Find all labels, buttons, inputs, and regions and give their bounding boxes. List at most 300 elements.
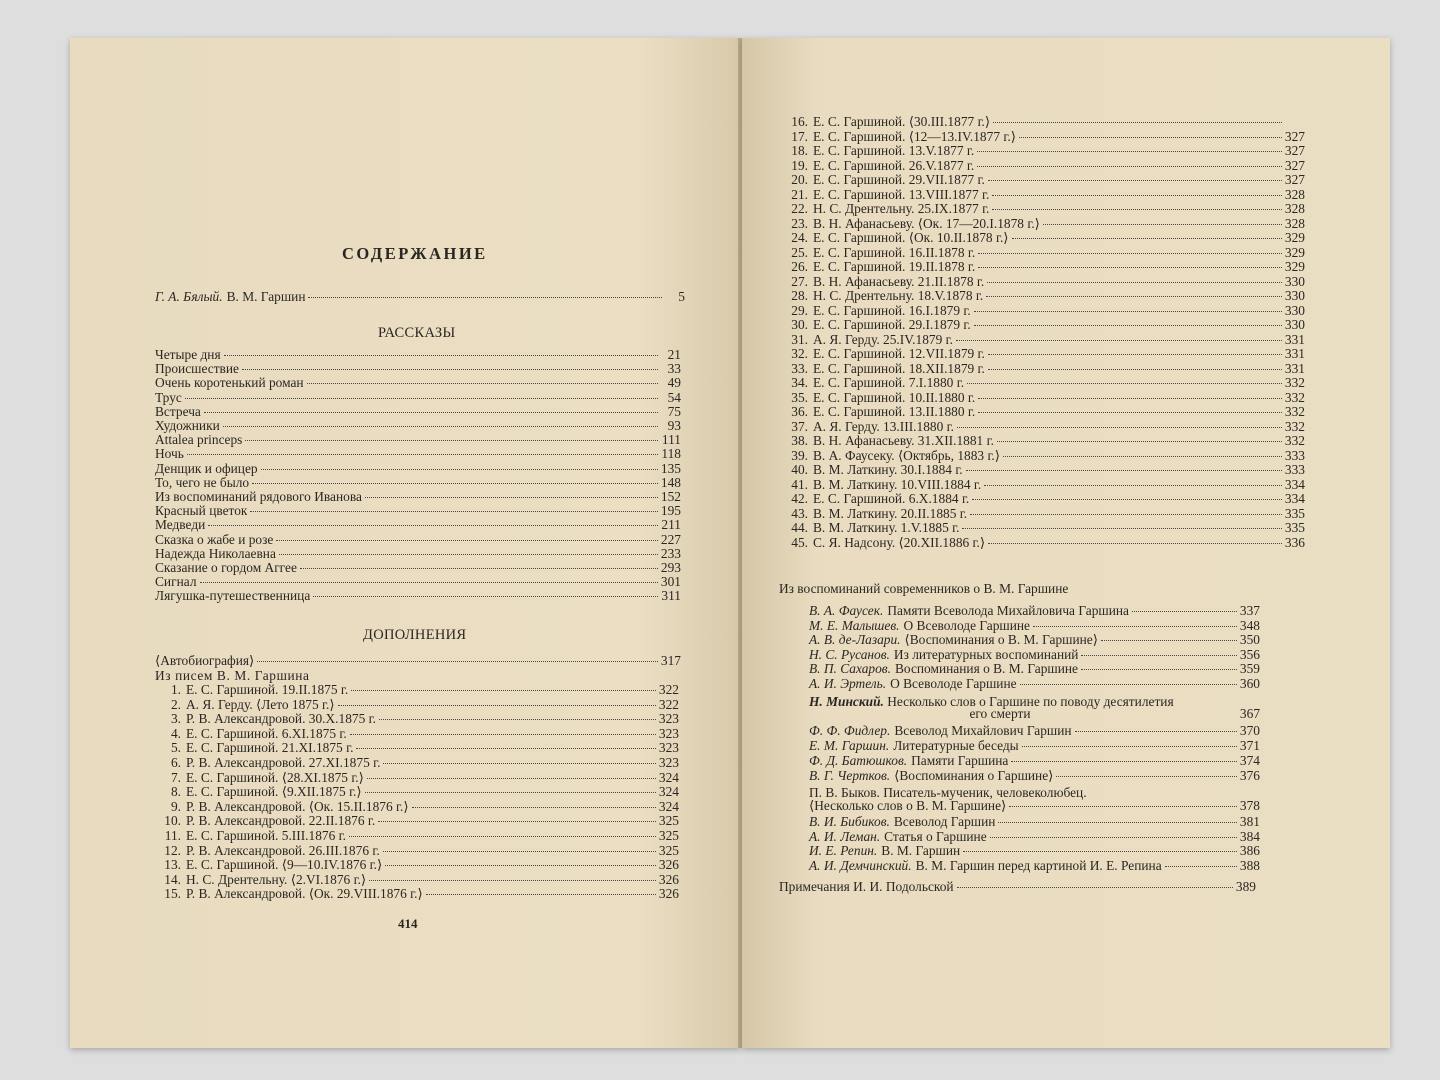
story-entry <box>155 533 681 547</box>
entry-title: Е. С. Гаршиной. 12.VII.1879 г. <box>813 347 985 361</box>
dot-leader <box>992 209 1282 210</box>
entry-title: Воспоминания о В. М. Гаршине <box>894 662 1078 677</box>
entry-page: 329 <box>1284 230 1305 245</box>
entry-page: 323 <box>658 740 679 756</box>
letter-entry <box>790 202 1305 216</box>
letter-entry <box>790 376 1305 390</box>
dot-leader <box>367 778 656 779</box>
dot-leader <box>974 311 1282 312</box>
memoir-entry <box>809 815 1260 829</box>
dot-leader <box>972 499 1282 500</box>
letter-entry <box>790 463 1305 477</box>
entry-page: 325 <box>658 842 679 858</box>
section-additions-heading: ДОПОЛНЕНИЯ <box>363 627 467 643</box>
story-entry <box>155 561 681 575</box>
entry-title: Е. С. Гаршиной. 29.VII.1877 г. <box>813 173 985 187</box>
minsky-entry-line2 <box>760 707 1260 721</box>
entry-page: 333 <box>1284 462 1305 477</box>
entry-number: 45. <box>791 534 808 550</box>
entry-page: 328 <box>1284 201 1305 216</box>
entry-page: 328 <box>1284 215 1305 231</box>
entry-page: 323 <box>658 755 679 770</box>
dot-leader <box>378 821 656 822</box>
entry-page: 324 <box>658 784 679 800</box>
entry-number: 25. <box>791 244 808 260</box>
entry-page: 327 <box>1284 157 1305 173</box>
entry-title: О Всеволоде Гаршине <box>890 677 1017 691</box>
letter-entry <box>790 420 1305 434</box>
dot-leader <box>223 426 658 427</box>
memoir-entry <box>809 648 1260 662</box>
entry-page: 195 <box>660 503 681 519</box>
dot-leader <box>338 705 656 706</box>
dot-leader <box>1165 866 1237 867</box>
entry-title: Е. С. Гаршиной. 5.III.1876 г. <box>186 829 346 843</box>
dot-leader <box>261 469 658 470</box>
letter-entry <box>790 246 1305 260</box>
dot-leader <box>1020 684 1237 685</box>
intro-page: 5 <box>678 289 685 304</box>
entry-page: 49 <box>667 375 681 391</box>
entry-title: Е. С. Гаршиной. 19.II.1875 г. <box>186 683 349 697</box>
dot-leader <box>242 369 658 370</box>
entry-title: Очень коротенький роман <box>155 376 304 391</box>
entry-page: 336 <box>1284 534 1305 550</box>
dot-leader <box>977 166 1282 167</box>
dot-leader <box>986 296 1282 297</box>
entry-page: 324 <box>658 798 679 814</box>
entry-page: 332 <box>1284 404 1305 419</box>
entry-page: 327 <box>1284 128 1305 144</box>
entry-page: 322 <box>658 696 679 712</box>
letter-entry <box>163 771 679 785</box>
entry-number: 44. <box>791 520 808 535</box>
entry-author: А. И. Эртель. <box>809 676 887 691</box>
page-number: 414 <box>398 916 418 931</box>
entry-page: 21 <box>667 347 681 362</box>
letter-entry <box>790 507 1305 521</box>
dot-leader <box>957 887 1233 888</box>
letter-entry <box>790 188 1305 202</box>
entry-page: 376 <box>1239 768 1260 783</box>
entry-title: В. А. Фаусеку. ⟨Октябрь, 1883 г.⟩ <box>813 448 1000 463</box>
story-entry <box>155 504 681 518</box>
entry-title: ⟨Воспоминания о В. М. Гаршине⟩ <box>904 633 1098 648</box>
dot-leader <box>1101 640 1237 641</box>
memoir-entry <box>809 769 1260 783</box>
entry-page: 334 <box>1284 476 1305 492</box>
entry-number: 4. <box>170 725 181 741</box>
entry-title: Е. С. Гаршиной. ⟨9.XII.1875 г.⟩ <box>186 785 362 800</box>
dot-leader <box>978 398 1282 399</box>
entry-page: 211 <box>661 517 681 533</box>
letter-entry <box>163 800 679 814</box>
entry-title: Р. В. Александровой. ⟨Ок. 15.II.1876 г.⟩ <box>186 799 409 814</box>
entry-title: Р. В. Александровой. 30.X.1875 г. <box>186 712 376 727</box>
bykov-line2: ⟨Несколько слов о В. М. Гаршине⟩ <box>809 798 1007 813</box>
entry-page: 381 <box>1239 814 1260 829</box>
entry-number: 23. <box>791 215 808 231</box>
entry-title: В. М. Латкину. 20.II.1885 г. <box>813 506 968 521</box>
entry-title: Е. С. Гаршиной. 13.II.1880 г. <box>813 405 976 419</box>
dot-leader <box>988 354 1282 355</box>
dot-leader <box>1011 761 1237 762</box>
dot-leader <box>250 511 657 512</box>
entry-page: 326 <box>658 886 679 902</box>
entry-title: Четыре дня <box>155 348 221 362</box>
entry-author: А. И. Леман. <box>809 828 881 844</box>
dot-leader <box>383 851 656 852</box>
entry-page: 330 <box>1284 273 1305 289</box>
entry-author: В. А. Фаусек. <box>809 603 884 618</box>
entry-title: Н. С. Дрентельну. 18.V.1878 г. <box>813 289 984 303</box>
story-entry <box>155 376 681 390</box>
letter-entry <box>790 144 1305 158</box>
entry-number: 26. <box>791 259 808 274</box>
story-entry <box>155 419 681 433</box>
entry-number: 8. <box>170 784 181 800</box>
entry-page: 332 <box>1284 418 1305 434</box>
letter-entry <box>790 130 1305 144</box>
story-entry <box>155 589 681 603</box>
dot-leader <box>356 748 655 749</box>
dot-leader <box>252 483 658 484</box>
entry-title: А. Я. Герду. 25.IV.1879 г. <box>813 332 953 347</box>
entry-author: А. И. Демчинский. <box>809 857 912 873</box>
letter-entry <box>163 829 679 843</box>
dot-leader <box>1056 776 1237 777</box>
letter-entry <box>790 115 1305 129</box>
entry-title: Е. С. Гаршиной. 19.II.1878 г. <box>813 260 976 274</box>
dot-leader <box>1075 731 1237 732</box>
memoirs-heading: Из воспоминаний современников о В. М. Гаршине <box>779 581 1069 596</box>
section-stories-heading: РАССКАЗЫ <box>378 325 456 341</box>
entry-number: 32. <box>791 346 808 361</box>
entry-page: 337 <box>1239 603 1260 618</box>
entry-title: Е. С. Гаршиной. ⟨12—13.IV.1877 г.⟩ <box>813 129 1016 144</box>
notes-title: Примечания И. И. Подольской <box>779 880 954 894</box>
dot-leader <box>208 525 658 526</box>
letter-entry <box>163 858 679 872</box>
entry-title: Из воспоминаний рядового Иванова <box>155 490 362 504</box>
entry-page: 75 <box>667 403 681 419</box>
entry-author: Е. М. Гаршин. <box>809 738 890 753</box>
entry-title: То, чего не было <box>155 475 250 490</box>
intro-entry <box>155 290 685 304</box>
entry-number: 35. <box>791 389 808 405</box>
entry-page: 331 <box>1284 360 1305 376</box>
entry-title: Е. С. Гаршиной. 13.V.1877 г. <box>813 144 975 158</box>
entry-page: 330 <box>1284 302 1305 318</box>
dot-leader <box>412 807 656 808</box>
letter-entry <box>790 521 1305 535</box>
dot-leader <box>369 880 656 881</box>
autobiography-entry <box>155 654 681 668</box>
entry-number: 41. <box>791 476 808 492</box>
entry-title: Памяти Гаршина <box>911 754 1009 768</box>
entry-number: 28. <box>791 288 808 303</box>
entry-number: 5. <box>170 740 181 756</box>
letter-entry <box>790 536 1305 550</box>
entry-number: 19. <box>791 157 808 173</box>
entry-number: 29. <box>791 302 808 318</box>
dot-leader <box>1081 655 1236 656</box>
entry-number: 11. <box>164 828 181 843</box>
dot-leader <box>365 792 656 793</box>
intro-title: В. М. Гаршин <box>226 290 306 304</box>
contents-title: СОДЕРЖАНИЕ <box>342 244 488 263</box>
entry-title: Статья о Гаршине <box>884 829 987 844</box>
dot-leader <box>966 470 1282 471</box>
notes-page: 389 <box>1235 879 1256 894</box>
entry-number: 7. <box>170 769 181 785</box>
entry-page: 330 <box>1284 317 1305 332</box>
entry-title: Красный цветок <box>155 504 248 519</box>
entry-author: Ф. Ф. Фидлер. <box>809 723 891 738</box>
entry-page: 323 <box>658 725 679 741</box>
dot-leader <box>426 894 656 895</box>
dot-leader <box>187 454 658 455</box>
entry-title: Е. С. Гаршиной. 29.I.1879 г. <box>813 318 971 332</box>
entry-number: 1. <box>170 682 181 697</box>
entry-title: Н. С. Дрентельну. ⟨2.VI.1876 г.⟩ <box>186 872 367 887</box>
entry-page: 374 <box>1239 753 1260 768</box>
minsky-author: Н. Минский. <box>809 694 884 709</box>
dot-leader <box>349 836 656 837</box>
bykov-author: П. В. Быков. <box>809 785 880 800</box>
letter-entry <box>790 217 1305 231</box>
entry-page: 118 <box>661 446 681 462</box>
entry-number: 18. <box>791 143 808 158</box>
entry-title: Памяти Всеволода Михайловича Гаршина <box>887 604 1129 618</box>
entry-title: Е. С. Гаршиной. 6.X.1884 г. <box>813 492 970 506</box>
entry-page: 335 <box>1284 520 1305 535</box>
story-entry <box>155 547 681 561</box>
entry-title: Р. В. Александровой. ⟨Ок. 29.VIII.1876 г.⟩ <box>186 887 423 902</box>
entry-title: Е. С. Гаршиной. 21.XI.1875 г. <box>186 741 354 756</box>
entry-page: 326 <box>658 871 679 887</box>
letter-entry <box>790 289 1305 303</box>
entry-page: 332 <box>1284 375 1305 390</box>
bykov-page: 378 <box>1239 798 1260 813</box>
entry-number: 27. <box>791 273 808 289</box>
entry-number: 37. <box>791 418 808 434</box>
memoir-entry <box>809 859 1260 873</box>
entry-title: Р. В. Александровой. 27.XI.1875 г. <box>186 756 381 770</box>
entry-number: 38. <box>791 433 808 448</box>
dot-leader <box>257 661 658 662</box>
story-entry <box>155 362 681 376</box>
entry-title: Е. С. Гаршиной. 18.XII.1879 г. <box>813 361 985 376</box>
entry-page: 324 <box>658 769 679 785</box>
dot-leader <box>351 690 656 691</box>
entry-page: 384 <box>1239 828 1260 844</box>
entry-page: 370 <box>1239 723 1260 738</box>
letter-entry <box>790 391 1305 405</box>
entry-author: А. В. де-Лазари. <box>809 632 901 648</box>
entry-title: Сказание о гордом Аггее <box>155 561 297 575</box>
dot-leader <box>313 596 658 597</box>
entry-page: 359 <box>1239 661 1260 677</box>
letter-entry <box>163 887 679 901</box>
entry-title: В. Н. Афанасьеву. 21.II.1878 г. <box>813 274 985 289</box>
entry-number: 21. <box>791 186 808 202</box>
memoir-entry <box>809 830 1260 844</box>
entry-page: 325 <box>658 828 679 843</box>
dot-leader <box>988 543 1282 544</box>
entry-page: 332 <box>1284 389 1305 405</box>
entry-number: 30. <box>791 317 808 332</box>
dot-leader <box>1043 224 1282 225</box>
entry-page: 93 <box>667 418 681 433</box>
entry-author: Ф. Д. Батюшков. <box>809 753 908 768</box>
entry-title: Надежда Николаевна <box>155 546 276 561</box>
entry-title: Е. С. Гаршиной. 6.XI.1875 г. <box>186 726 347 741</box>
entry-title: В. Н. Афанасьеву. ⟨Ок. 17—20.I.1878 г.⟩ <box>813 216 1040 231</box>
entry-page: 388 <box>1239 857 1260 873</box>
dot-leader <box>245 440 658 441</box>
intro-author: Г. А. Бялый. <box>155 289 223 304</box>
dot-leader <box>967 383 1282 384</box>
dot-leader <box>1081 669 1237 670</box>
entry-page: 331 <box>1284 346 1305 361</box>
entry-page: 328 <box>1284 186 1305 202</box>
dot-leader <box>300 568 658 569</box>
dot-leader <box>365 497 658 498</box>
entry-number: 16. <box>791 114 808 129</box>
entry-title: А. Я. Герду. 13.III.1880 г. <box>813 419 954 434</box>
letter-entry <box>163 814 679 828</box>
entry-page: 329 <box>1284 259 1305 274</box>
letter-entry <box>163 785 679 799</box>
letter-entry <box>790 333 1305 347</box>
memoir-entry <box>809 754 1260 768</box>
entry-number: 34. <box>791 375 808 390</box>
dot-leader <box>988 369 1282 370</box>
dot-leader <box>988 180 1282 181</box>
entry-title: Медведи <box>155 518 206 533</box>
entry-page: 33 <box>667 361 681 377</box>
entry-title: Е. С. Гаршиной. 16.II.1878 г. <box>813 245 976 260</box>
entry-title: Е. С. Гаршиной. 26.V.1877 г. <box>813 158 975 173</box>
entry-page: 227 <box>660 531 681 547</box>
story-entry <box>155 518 681 532</box>
entry-number: 15. <box>164 886 181 902</box>
entry-title: Происшествие <box>155 362 239 377</box>
entry-page: 335 <box>1284 505 1305 521</box>
entry-title: Е. С. Гаршиной. 10.II.1880 г. <box>813 390 976 405</box>
dot-leader <box>956 340 1282 341</box>
story-entry <box>155 433 681 447</box>
entry-page: 329 <box>1284 244 1305 260</box>
entry-title: А. Я. Герду. ⟨Лето 1875 г.⟩ <box>186 697 335 712</box>
entry-page: 233 <box>660 545 681 561</box>
memoir-entry <box>809 677 1260 691</box>
entry-number: 22. <box>791 201 808 216</box>
letter-entry <box>790 275 1305 289</box>
entry-page: 327 <box>1284 172 1305 187</box>
entry-page: 348 <box>1239 617 1260 633</box>
entry-title: Всеволод Михайлович Гаршин <box>894 724 1072 738</box>
entry-page: 360 <box>1239 676 1260 691</box>
entry-page: 111 <box>661 432 681 448</box>
entry-author: В. И. Бибиков. <box>809 814 890 829</box>
dot-leader <box>1003 456 1282 457</box>
memoir-entry <box>809 662 1260 676</box>
entry-author: М. Е. Малышев. <box>809 617 900 633</box>
memoir-entry <box>809 619 1260 633</box>
entry-number: 6. <box>170 755 181 770</box>
story-entry <box>155 447 681 461</box>
story-entry <box>155 391 681 405</box>
entry-title: Ночь <box>155 447 184 462</box>
entry-title: В. М. Латкину. 30.I.1884 г. <box>813 463 963 477</box>
entry-title: Р. В. Александровой. 26.III.1876 г. <box>186 843 380 858</box>
entry-number: 10. <box>164 813 181 829</box>
entry-number: 39. <box>791 447 808 463</box>
entry-number: 24. <box>791 230 808 245</box>
letter-entry <box>163 683 679 697</box>
entry-title: В. М. Гаршин перед картиной И. Е. Репина <box>915 858 1162 873</box>
dot-leader <box>279 554 658 555</box>
letter-entry <box>790 492 1305 506</box>
entry-number: 20. <box>791 172 808 187</box>
dot-leader <box>962 528 1281 529</box>
letter-entry <box>790 434 1305 448</box>
letter-entry <box>790 449 1305 463</box>
entry-page: 331 <box>1284 331 1305 347</box>
entry-title: Е. С. Гаршиной. 16.I.1879 г. <box>813 303 971 318</box>
letter-entry <box>790 260 1305 274</box>
entry-title: Литературные беседы <box>893 739 1019 753</box>
entry-page: 327 <box>1284 143 1305 158</box>
letter-entry <box>163 712 679 726</box>
entry-title: Е. С. Гаршиной. ⟨30.III.1877 г.⟩ <box>813 115 991 129</box>
letter-entry <box>163 844 679 858</box>
dot-leader <box>383 763 655 764</box>
dot-leader <box>987 282 1282 283</box>
entry-page: 350 <box>1239 632 1260 648</box>
dot-leader <box>974 325 1282 326</box>
entry-author: В. П. Сахаров. <box>809 661 891 677</box>
entry-page: 371 <box>1239 738 1260 753</box>
entry-title: Из литературных воспоминаний <box>893 647 1079 662</box>
entry-number: 2. <box>170 696 181 712</box>
memoir-entry <box>809 844 1260 858</box>
entry-title: В. Н. Афанасьеву. 31.XII.1881 г. <box>813 434 994 448</box>
story-entry <box>155 405 681 419</box>
entry-page: 326 <box>658 857 679 873</box>
entry-page: 330 <box>1284 288 1305 303</box>
letters-heading: Из писем В. М. Гаршина <box>155 668 310 683</box>
dot-leader <box>224 355 658 356</box>
letter-entry <box>790 159 1305 173</box>
story-entry <box>155 476 681 490</box>
entry-title: Р. В. Александровой. 22.II.1876 г. <box>186 814 376 829</box>
story-entry <box>155 348 681 362</box>
dot-leader <box>977 151 1282 152</box>
entry-author: И. Е. Репин. <box>809 843 878 858</box>
entry-title: Сказка о жабе и розе <box>155 532 274 547</box>
letter-entry <box>790 173 1305 187</box>
entry-title: Е. С. Гаршиной. 13.VIII.1877 г. <box>813 187 990 202</box>
dot-leader <box>970 514 1282 515</box>
entry-title: В. М. Латкину. 1.V.1885 г. <box>813 521 960 535</box>
letter-entry <box>790 478 1305 492</box>
bykov-line1: Писатель-мученик, человеколюбец. <box>883 785 1087 800</box>
dot-leader <box>978 412 1282 413</box>
letter-entry <box>163 741 679 755</box>
